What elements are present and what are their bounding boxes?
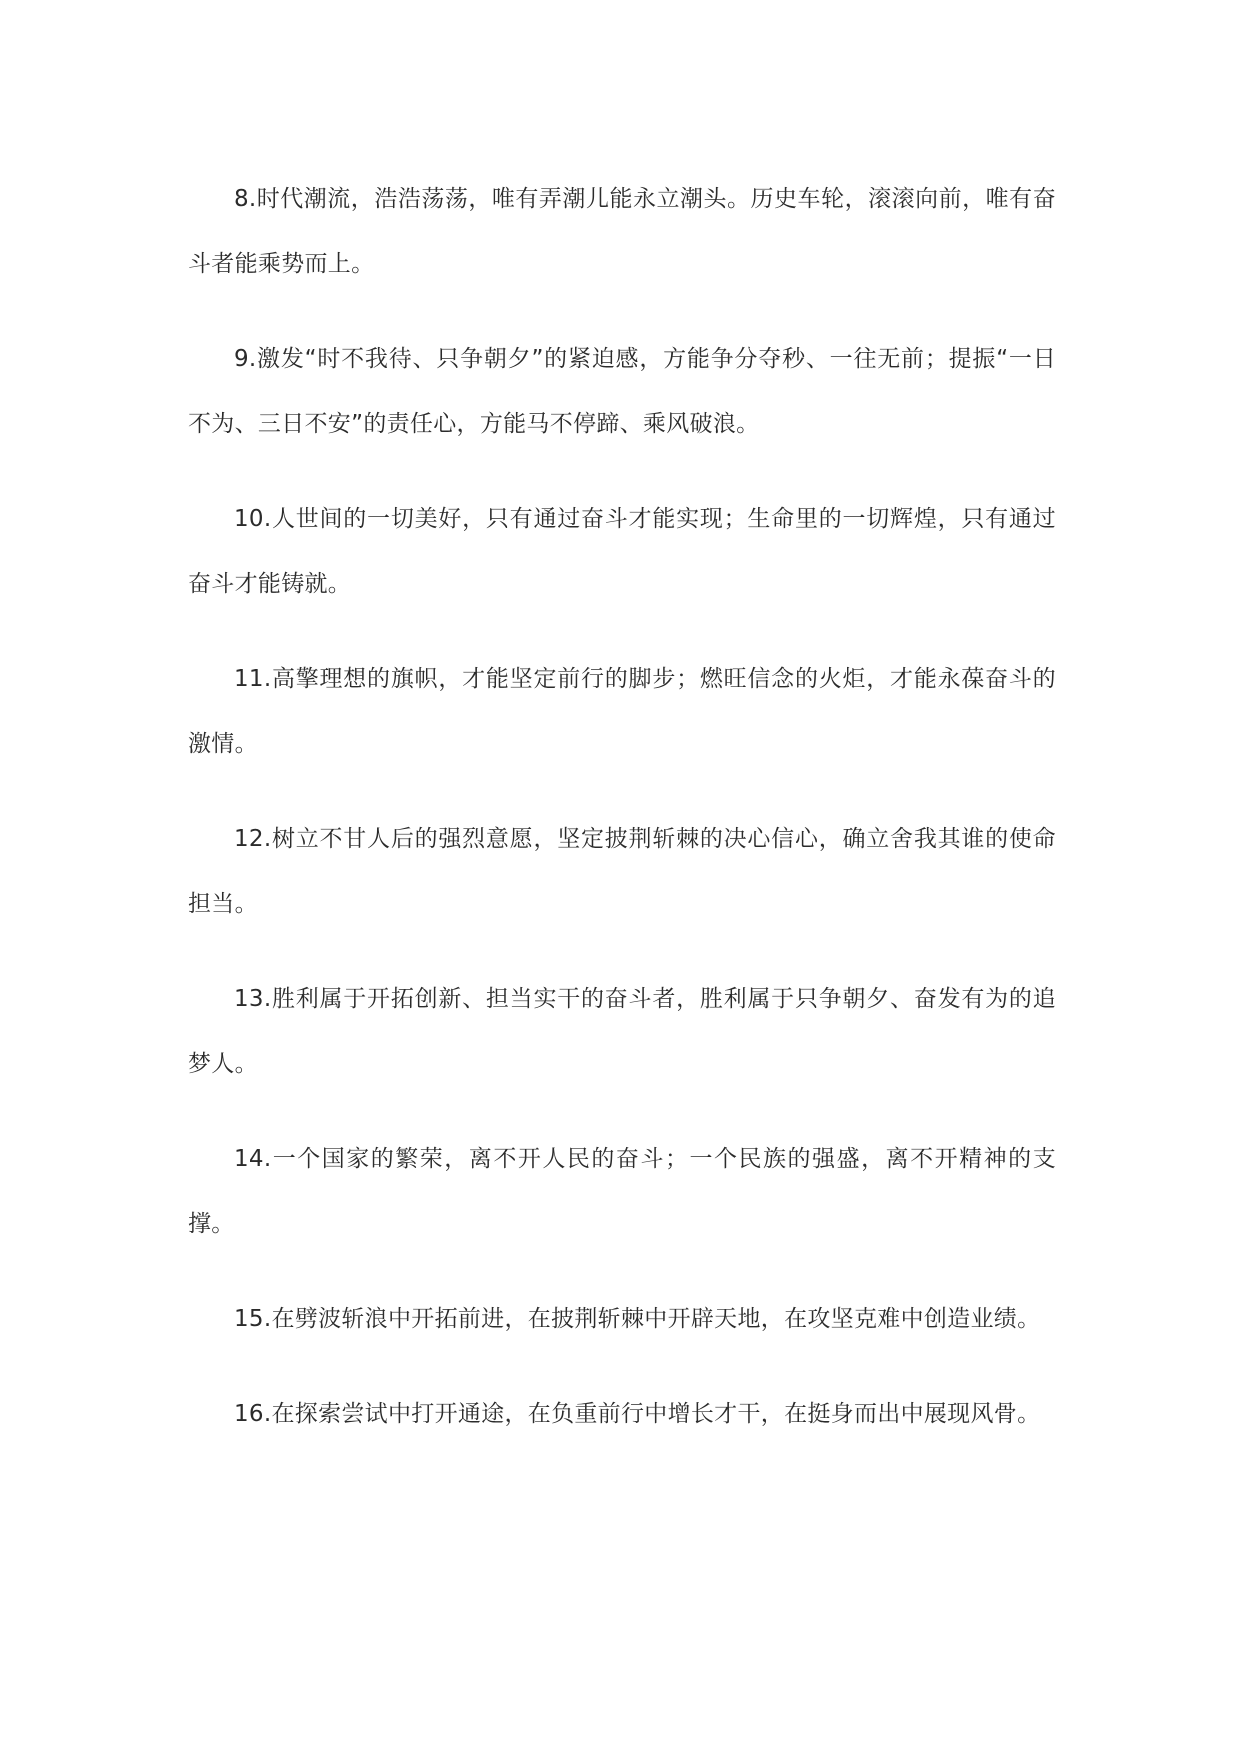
paragraph-9: 9.激发“时不我待、只争朝夕”的紧迫感，方能争分夺秒、一往无前；提振“一日不为、三日不安”的责任心，方能马不停蹄、乘风破浪。 (188, 346, 1056, 437)
paragraph-14: 14.一个国家的繁荣，离不开人民的奋斗；一个民族的强盛，离不开精神的支撑。 (188, 1146, 1056, 1237)
paragraph-13: 13.胜利属于开拓创新、担当实干的奋斗者，胜利属于只争朝夕、奋发有为的追梦人。 (188, 986, 1056, 1077)
paragraph-16: 16.在探索尝试中打开通途，在负重前行中增长才干，在挺身而出中展现风骨。 (234, 1401, 1041, 1427)
paragraph-8: 8.时代潮流，浩浩荡荡，唯有弄潮儿能永立潮头。历史车轮，滚滚向前，唯有奋斗者能乘势而上。 (188, 186, 1056, 277)
document-body (188, 167, 1056, 1477)
paragraph-15: 15.在劈波斩浪中开拓前进，在披荆斩棘中开辟天地，在攻坚克难中创造业绩。 (234, 1306, 1041, 1332)
paragraph-12: 12.树立不甘人后的强烈意愿，坚定披荆斩棘的决心信心，确立舍我其谁的使命担当。 (188, 826, 1056, 917)
paragraph-10: 10.人世间的一切美好，只有通过奋斗才能实现；生命里的一切辉煌，只有通过奋斗才能铸就。 (188, 506, 1056, 597)
paragraph-11: 11.高擎理想的旗帜，才能坚定前行的脚步；燃旺信念的火炬，才能永葆奋斗的激情。 (188, 666, 1056, 757)
